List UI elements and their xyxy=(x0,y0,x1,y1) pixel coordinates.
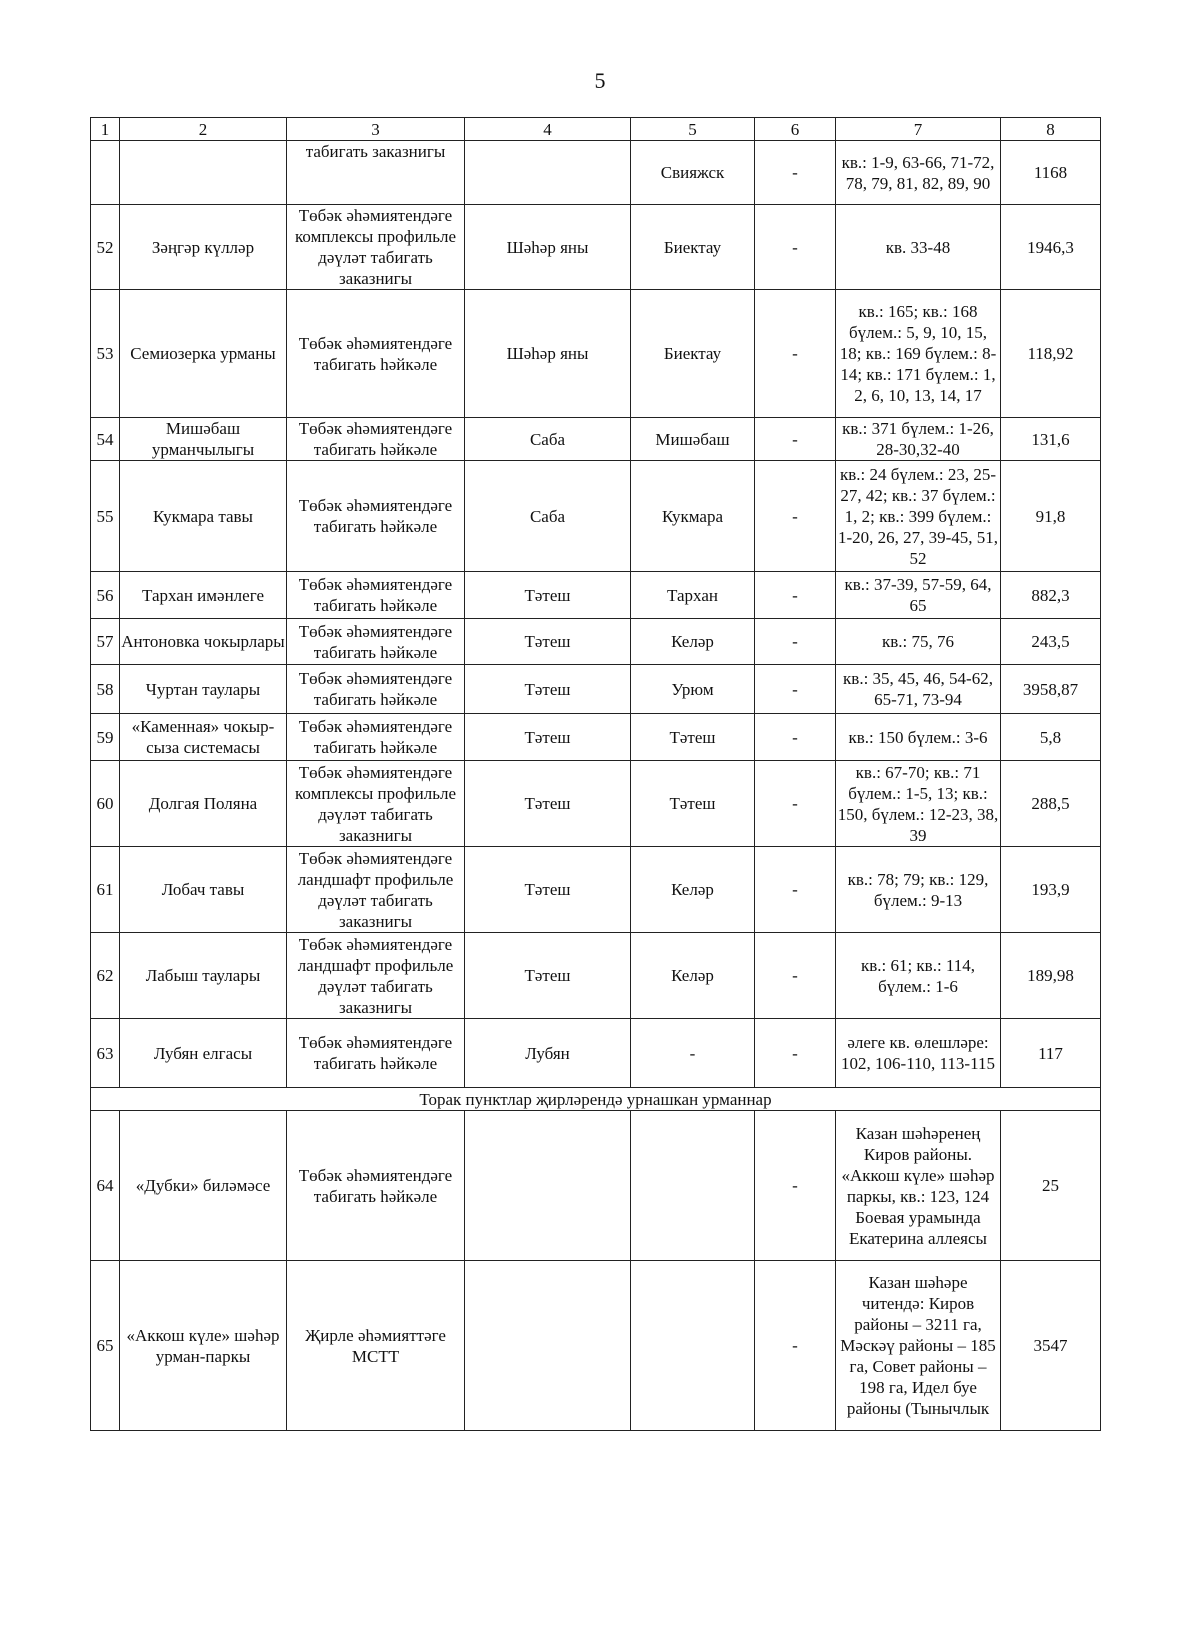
area-name: Зәңгәр күлләр xyxy=(120,205,287,290)
table-row xyxy=(91,141,1101,205)
quarters-text: Казан шәһәре читендә: Киров районы – 3211 га, Мәскәү районы – 185 га, Совет районы – 198 га, Идел буе районы (Тынычлык xyxy=(836,1261,1001,1431)
settlement-name: Кукмара xyxy=(631,461,755,572)
district-name: Тәтеш xyxy=(465,847,631,933)
table-row xyxy=(91,665,1101,714)
section-title: Торак пунктлар җирләрендә урнашкан урманнар xyxy=(91,1088,1101,1111)
column-6-value: - xyxy=(755,1019,836,1088)
district-name xyxy=(465,1111,631,1261)
row-number: 56 xyxy=(91,572,120,619)
quarters-text: кв.: 1-9, 63-66, 71-72, 78, 79, 81, 82, 89, 90 xyxy=(836,141,1001,205)
quarters-text: кв.: 24 бүлем.: 23, 25-27, 42; кв.: 37 бүлем.: 1, 2; кв.: 399 бүлем.: 1-20, 26, 27, 39-45, 51, 52 xyxy=(836,461,1001,572)
district-name: Тәтеш xyxy=(465,761,631,847)
settlement-name: Мишәбаш xyxy=(631,418,755,461)
settlement-name: Биектау xyxy=(631,290,755,418)
row-number: 54 xyxy=(91,418,120,461)
table-row xyxy=(91,461,1101,572)
area-type: Төбәк әһәмиятендәге ландшафт профильле дәүләт табигать заказнигы xyxy=(287,847,465,933)
quarters-text: кв.: 37-39, 57-59, 64, 65 xyxy=(836,572,1001,619)
area-hectares: 117 xyxy=(1001,1019,1101,1088)
district-name xyxy=(465,141,631,205)
column-6-value: - xyxy=(755,761,836,847)
district-name: Лубян xyxy=(465,1019,631,1088)
area-hectares: 25 xyxy=(1001,1111,1101,1261)
section-row xyxy=(91,1088,1101,1111)
area-hectares: 3547 xyxy=(1001,1261,1101,1431)
settlement-name xyxy=(631,1261,755,1431)
settlement-name: Келәр xyxy=(631,847,755,933)
area-hectares: 193,9 xyxy=(1001,847,1101,933)
row-number: 64 xyxy=(91,1111,120,1261)
table-row xyxy=(91,761,1101,847)
column-6-value: - xyxy=(755,290,836,418)
table-header xyxy=(91,118,1101,141)
area-name: Лобач тавы xyxy=(120,847,287,933)
table-row xyxy=(91,847,1101,933)
row-number: 61 xyxy=(91,847,120,933)
area-type: Төбәк әһәмиятендәге табигать һәйкәле xyxy=(287,1111,465,1261)
table-row xyxy=(91,933,1101,1019)
area-hectares: 1168 xyxy=(1001,141,1101,205)
district-name: Шәһәр яны xyxy=(465,205,631,290)
area-hectares: 288,5 xyxy=(1001,761,1101,847)
column-6-value: - xyxy=(755,1111,836,1261)
area-type: Төбәк әһәмиятендәге табигать һәйкәле xyxy=(287,1019,465,1088)
column-6-value: - xyxy=(755,418,836,461)
district-name: Тәтеш xyxy=(465,572,631,619)
row-number: 53 xyxy=(91,290,120,418)
quarters-text: әлеге кв. өлешләре: 102, 106-110, 113-115 xyxy=(836,1019,1001,1088)
area-hectares: 131,6 xyxy=(1001,418,1101,461)
column-header: 2 xyxy=(120,118,287,141)
row-number: 60 xyxy=(91,761,120,847)
area-type: Төбәк әһәмиятендәге табигать һәйкәле xyxy=(287,714,465,761)
district-name: Тәтеш xyxy=(465,933,631,1019)
area-hectares: 1946,3 xyxy=(1001,205,1101,290)
column-6-value: - xyxy=(755,1261,836,1431)
row-number: 58 xyxy=(91,665,120,714)
area-type: Төбәк әһәмиятендәге табигать һәйкәле xyxy=(287,665,465,714)
quarters-text: кв.: 165; кв.: 168 бүлем.: 5, 9, 10, 15, 18; кв.: 169 бүлем.: 8-14; кв.: 171 бүлем.: 1, 2, 6, 10, 13, 14, 17 xyxy=(836,290,1001,418)
column-6-value: - xyxy=(755,205,836,290)
district-name: Тәтеш xyxy=(465,665,631,714)
district-name: Саба xyxy=(465,418,631,461)
column-6-value: - xyxy=(755,141,836,205)
district-name: Тәтеш xyxy=(465,619,631,665)
area-name: Антоновка чокырлары xyxy=(120,619,287,665)
district-name xyxy=(465,1261,631,1431)
table-row xyxy=(91,418,1101,461)
row-number xyxy=(91,141,120,205)
column-6-value: - xyxy=(755,665,836,714)
area-name: Чуртан таулары xyxy=(120,665,287,714)
district-name: Тәтеш xyxy=(465,714,631,761)
quarters-text: кв.: 35, 45, 46, 54-62, 65-71, 73-94 xyxy=(836,665,1001,714)
area-type: табигать заказнигы xyxy=(287,141,465,205)
area-type: Төбәк әһәмиятендәге комплексы профильле дәүләт табигать заказнигы xyxy=(287,205,465,290)
settlement-name: Свияжск xyxy=(631,141,755,205)
area-hectares: 189,98 xyxy=(1001,933,1101,1019)
column-header: 5 xyxy=(631,118,755,141)
column-6-value: - xyxy=(755,847,836,933)
table-row xyxy=(91,572,1101,619)
table-row xyxy=(91,619,1101,665)
quarters-text: кв.: 61; кв.: 114, бүлем.: 1-6 xyxy=(836,933,1001,1019)
area-name: Кукмара тавы xyxy=(120,461,287,572)
district-name: Шәһәр яны xyxy=(465,290,631,418)
column-6-value: - xyxy=(755,933,836,1019)
quarters-text: кв.: 75, 76 xyxy=(836,619,1001,665)
area-name: «Дубки» биләмәсе xyxy=(120,1111,287,1261)
row-number: 63 xyxy=(91,1019,120,1088)
area-type: Төбәк әһәмиятендәге табигать һәйкәле xyxy=(287,619,465,665)
column-6-value: - xyxy=(755,461,836,572)
table-row xyxy=(91,714,1101,761)
area-type: Төбәк әһәмиятендәге табигать һәйкәле xyxy=(287,418,465,461)
area-hectares: 91,8 xyxy=(1001,461,1101,572)
settlement-name: Келәр xyxy=(631,619,755,665)
column-header: 8 xyxy=(1001,118,1101,141)
quarters-text: кв.: 371 бүлем.: 1-26, 28-30,32-40 xyxy=(836,418,1001,461)
quarters-text: кв.: 78; 79; кв.: 129, бүлем.: 9-13 xyxy=(836,847,1001,933)
area-type: Төбәк әһәмиятендәге табигать һәйкәле xyxy=(287,461,465,572)
row-number: 55 xyxy=(91,461,120,572)
column-6-value: - xyxy=(755,619,836,665)
area-name xyxy=(120,141,287,205)
row-number: 59 xyxy=(91,714,120,761)
column-header: 7 xyxy=(836,118,1001,141)
quarters-text: кв.: 67-70; кв.: 71 бүлем.: 1-5, 13; кв.: 150, бүлем.: 12-23, 38, 39 xyxy=(836,761,1001,847)
table-row xyxy=(91,1261,1101,1431)
area-hectares: 243,5 xyxy=(1001,619,1101,665)
column-header: 3 xyxy=(287,118,465,141)
area-name: Лубян елгасы xyxy=(120,1019,287,1088)
area-name: «Аккош күле» шәһәр урман-паркы xyxy=(120,1261,287,1431)
column-6-value: - xyxy=(755,714,836,761)
settlement-name: Келәр xyxy=(631,933,755,1019)
area-hectares: 5,8 xyxy=(1001,714,1101,761)
row-number: 57 xyxy=(91,619,120,665)
table-row xyxy=(91,1019,1101,1088)
area-name: Тархан имәнлеге xyxy=(120,572,287,619)
quarters-text: кв. 33-48 xyxy=(836,205,1001,290)
table-row xyxy=(91,290,1101,418)
area-name: «Каменная» чокыр-сыза системасы xyxy=(120,714,287,761)
area-type: Төбәк әһәмиятендәге табигать һәйкәле xyxy=(287,290,465,418)
settlement-name: - xyxy=(631,1019,755,1088)
row-number: 62 xyxy=(91,933,120,1019)
table-body xyxy=(91,141,1101,1431)
table-row xyxy=(91,1111,1101,1261)
area-type: Җирле әһәмияттәге МСТТ xyxy=(287,1261,465,1431)
settlement-name: Тәтеш xyxy=(631,761,755,847)
area-name: Семиозерка урманы xyxy=(120,290,287,418)
page-number: 5 xyxy=(594,68,606,93)
protected-areas-table xyxy=(90,117,1101,1431)
area-type: Төбәк әһәмиятендәге комплексы профильле дәүләт табигать заказнигы xyxy=(287,761,465,847)
column-header: 4 xyxy=(465,118,631,141)
area-type: Төбәк әһәмиятендәге ландшафт профильле дәүләт табигать заказнигы xyxy=(287,933,465,1019)
area-name: Долгая Поляна xyxy=(120,761,287,847)
table-row xyxy=(91,205,1101,290)
row-number: 52 xyxy=(91,205,120,290)
column-header: 6 xyxy=(755,118,836,141)
area-type: Төбәк әһәмиятендәге табигать һәйкәле xyxy=(287,572,465,619)
district-name: Саба xyxy=(465,461,631,572)
settlement-name xyxy=(631,1111,755,1261)
settlement-name: Тархан xyxy=(631,572,755,619)
settlement-name: Биектау xyxy=(631,205,755,290)
area-hectares: 118,92 xyxy=(1001,290,1101,418)
row-number: 65 xyxy=(91,1261,120,1431)
column-header: 1 xyxy=(91,118,120,141)
area-name: Лабыш таулары xyxy=(120,933,287,1019)
quarters-text: Казан шәһәренең Киров районы. «Аккош күле» шәһәр паркы, кв.: 123, 124 Боевая урамында Екатерина аллеясы xyxy=(836,1111,1001,1261)
settlement-name: Тәтеш xyxy=(631,714,755,761)
settlement-name: Урюм xyxy=(631,665,755,714)
column-6-value: - xyxy=(755,572,836,619)
area-name: Мишәбаш урманчылыгы xyxy=(120,418,287,461)
area-hectares: 882,3 xyxy=(1001,572,1101,619)
quarters-text: кв.: 150 бүлем.: 3-6 xyxy=(836,714,1001,761)
area-hectares: 3958,87 xyxy=(1001,665,1101,714)
